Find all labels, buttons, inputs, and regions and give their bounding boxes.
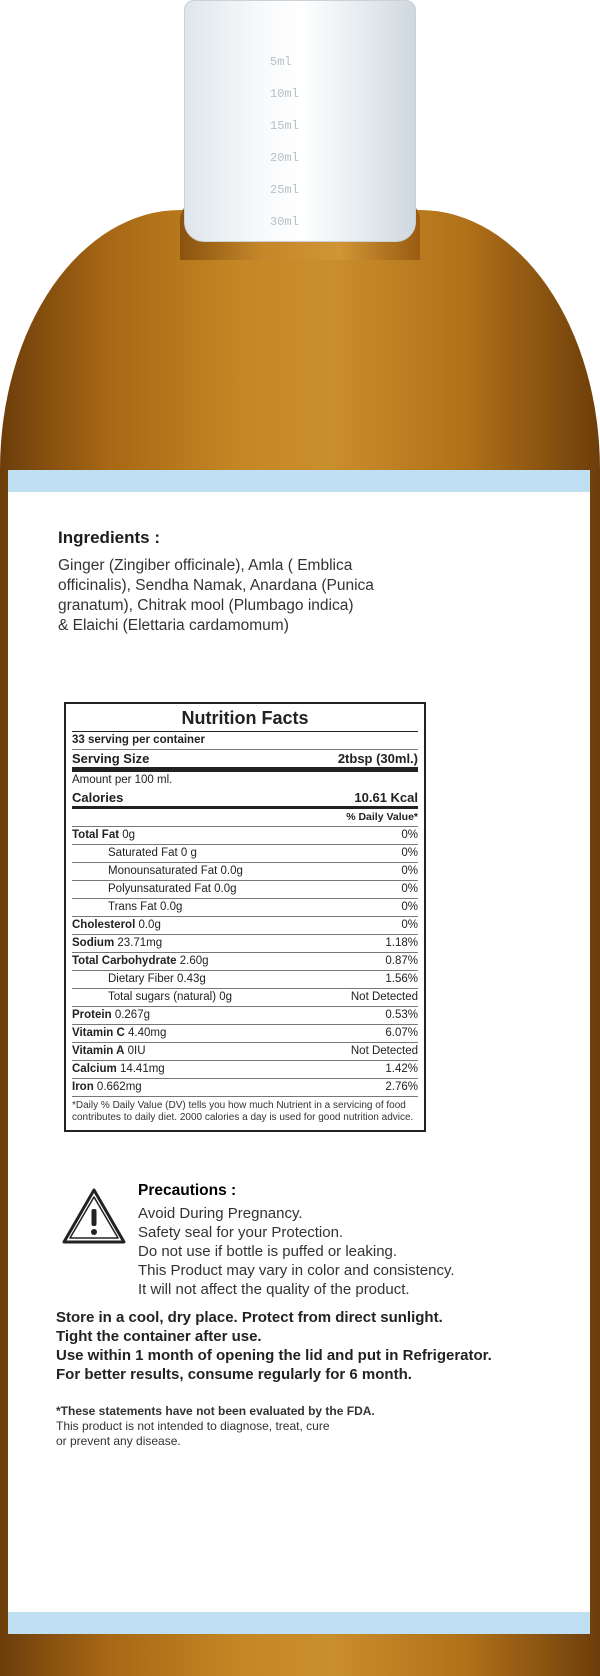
nutrient-label <box>72 863 243 880</box>
nutrient-label <box>72 971 206 988</box>
serving-size-value: 2tbsp (30ml.) <box>337 751 418 766</box>
nutrient-daily-value: 2.76% <box>385 1081 418 1093</box>
nutrient-rows <box>72 827 418 1097</box>
nutrient-name: Total Carbohydrate <box>72 955 177 967</box>
nutrient-name: Cholesterol <box>72 919 136 931</box>
ingredients-line: Ginger (Zingiber officinale), Amla ( Emblica <box>58 557 353 574</box>
nutrient-label <box>72 1043 146 1060</box>
nutrient-name: Vitamin A <box>72 1045 125 1057</box>
nutrient-daily-value: Not Detected <box>350 1045 418 1057</box>
nutrient-daily-value: 0% <box>401 901 418 913</box>
nutrient-name: Calcium <box>72 1063 117 1075</box>
nutrition-title: Nutrition Facts <box>72 708 418 732</box>
disclaimer-line: This product is not intended to diagnose, treat, cure <box>56 1419 330 1433</box>
nutrient-label <box>72 899 182 916</box>
precautions-list <box>138 1204 538 1299</box>
nutrient-amount: 0g <box>119 829 136 841</box>
nutrient-label <box>72 1061 165 1078</box>
nutrient-row <box>72 899 418 917</box>
storage-instructions <box>56 1308 556 1384</box>
calories-value: 10.61 Kcal <box>354 790 418 805</box>
nutrient-amount: Dietary Fiber 0.43g <box>108 973 206 985</box>
ingredients-line: officinalis), Sendha Namak, Anardana (Punica <box>58 577 374 594</box>
precaution-item: Avoid During Pregnancy. <box>138 1205 303 1222</box>
ingredients-heading: Ingredients : <box>58 528 161 547</box>
nutrient-row <box>72 971 418 989</box>
nutrient-amount: 4.40mg <box>124 1027 167 1039</box>
nutrient-label <box>72 827 135 844</box>
precaution-item: This Product may vary in color and consistency. <box>138 1262 455 1279</box>
nutrient-daily-value: 0.53% <box>385 1009 418 1021</box>
ingredients-text <box>58 556 438 636</box>
nutrient-label <box>72 989 232 1006</box>
nutrient-amount: 14.41mg <box>116 1063 165 1075</box>
nutrient-label <box>72 953 209 970</box>
ingredients-line: granatum), Chitrak mool (Plumbago indica) <box>58 597 354 614</box>
nutrient-label <box>72 935 162 952</box>
nutrient-amount: 23.71mg <box>114 937 163 949</box>
nutrient-row <box>72 917 418 935</box>
nutrient-row <box>72 989 418 1007</box>
nutrient-amount: 0.0g <box>135 919 161 931</box>
cap-mark: 30ml <box>270 215 299 229</box>
amount-per-text: Amount per 100 ml. <box>72 774 173 786</box>
nutrient-daily-value: 0.87% <box>385 955 418 967</box>
nutrient-amount: Polyunsaturated Fat 0.0g <box>108 883 237 895</box>
nutrient-daily-value: 6.07% <box>385 1027 418 1039</box>
cap-mark: 5ml <box>270 55 292 69</box>
storage-line: Store in a cool, dry place. Protect from direct sunlight. <box>56 1309 443 1326</box>
ingredients-line: & Elaichi (Elettaria cardamomum) <box>58 617 289 634</box>
nutrient-name: Protein <box>72 1009 112 1021</box>
nutrient-amount: Saturated Fat 0 g <box>108 847 197 859</box>
storage-line: Use within 1 month of opening the lid and put in Refrigerator. <box>56 1347 492 1364</box>
nutrient-daily-value: 0% <box>401 847 418 859</box>
nutrient-daily-value: Not Detected <box>350 991 418 1003</box>
servings-row <box>72 732 418 750</box>
nutrient-amount: 0.267g <box>111 1009 150 1021</box>
nutrient-label <box>72 845 197 862</box>
nutrient-daily-value: 0% <box>401 883 418 895</box>
calories-row <box>72 789 418 809</box>
nutrient-row <box>72 1079 418 1097</box>
nutrient-name: Sodium <box>72 937 115 949</box>
cap-mark: 15ml <box>270 119 299 133</box>
nutrient-row <box>72 881 418 899</box>
nutrient-name: Total Fat <box>72 829 120 841</box>
nutrient-daily-value: 0% <box>401 829 418 841</box>
nutrient-daily-value: 1.42% <box>385 1063 418 1075</box>
cap-mark: 10ml <box>270 87 299 101</box>
nutrient-label <box>72 1079 142 1096</box>
nutrient-label <box>72 881 237 898</box>
nutrient-amount: 0.662mg <box>93 1081 142 1093</box>
nutrient-name: Iron <box>72 1081 94 1093</box>
nutrient-row <box>72 935 418 953</box>
nutrient-amount: 0IU <box>124 1045 146 1057</box>
daily-value-header-row <box>72 809 418 827</box>
nutrient-amount: Monounsaturated Fat 0.0g <box>108 865 243 877</box>
calories-label: Calories <box>72 790 124 805</box>
nutrition-facts-panel <box>64 702 426 1132</box>
amount-per-row <box>72 772 418 789</box>
nutrient-label <box>72 917 161 934</box>
nutrient-row <box>72 863 418 881</box>
nutrient-name: Vitamin C <box>72 1027 125 1039</box>
disclaimer-line: or prevent any disease. <box>56 1434 181 1448</box>
nutrient-row <box>72 845 418 863</box>
nutrient-row <box>72 1025 418 1043</box>
precautions-heading: Precautions : <box>138 1182 237 1199</box>
ingredients-section <box>58 528 558 636</box>
precaution-item: Safety seal for your Protection. <box>138 1224 344 1241</box>
serving-size-label: Serving Size <box>72 751 150 766</box>
disclaimer-line: *These statements have not been evaluated by the FDA. <box>56 1404 375 1418</box>
nutrient-label <box>72 1025 166 1042</box>
cap-mark: 25ml <box>270 183 299 197</box>
nutrient-row <box>72 1043 418 1061</box>
precaution-item: Do not use if bottle is puffed or leaking. <box>138 1243 398 1260</box>
nutrient-amount: Trans Fat 0.0g <box>108 901 183 913</box>
daily-value-header: % Daily Value* <box>346 811 418 823</box>
nutrient-daily-value: 1.18% <box>385 937 418 949</box>
warning-triangle-icon <box>60 1186 128 1246</box>
precaution-item: It will not affect the quality of the product. <box>138 1281 410 1298</box>
nutrient-amount: Total sugars (natural) 0g <box>108 991 233 1003</box>
cap-measure-marks <box>270 55 320 255</box>
nutrient-amount: 2.60g <box>176 955 209 967</box>
serving-size-row <box>72 750 418 772</box>
cap-mark: 20ml <box>270 151 299 165</box>
nutrition-footnote: *Daily % Daily Value (DV) tells you how much Nutrient in a servicing of food contributes to daily diet. 2000 calories a day is used for good nutrition advice. <box>72 1100 414 1123</box>
nutrient-daily-value: 1.56% <box>385 973 418 985</box>
nutrient-row <box>72 1061 418 1079</box>
product-label <box>8 470 590 1634</box>
fda-disclaimer <box>56 1404 456 1449</box>
nutrient-daily-value: 0% <box>401 919 418 931</box>
servings-text: 33 serving per container <box>72 734 205 746</box>
nutrient-label <box>72 1007 150 1024</box>
nutrient-row <box>72 953 418 971</box>
nutrient-row <box>72 1007 418 1025</box>
storage-line: Tight the container after use. <box>56 1328 262 1345</box>
nutrient-row <box>72 827 418 845</box>
nutrient-daily-value: 0% <box>401 865 418 877</box>
storage-line: For better results, consume regularly for 6 month. <box>56 1366 412 1383</box>
